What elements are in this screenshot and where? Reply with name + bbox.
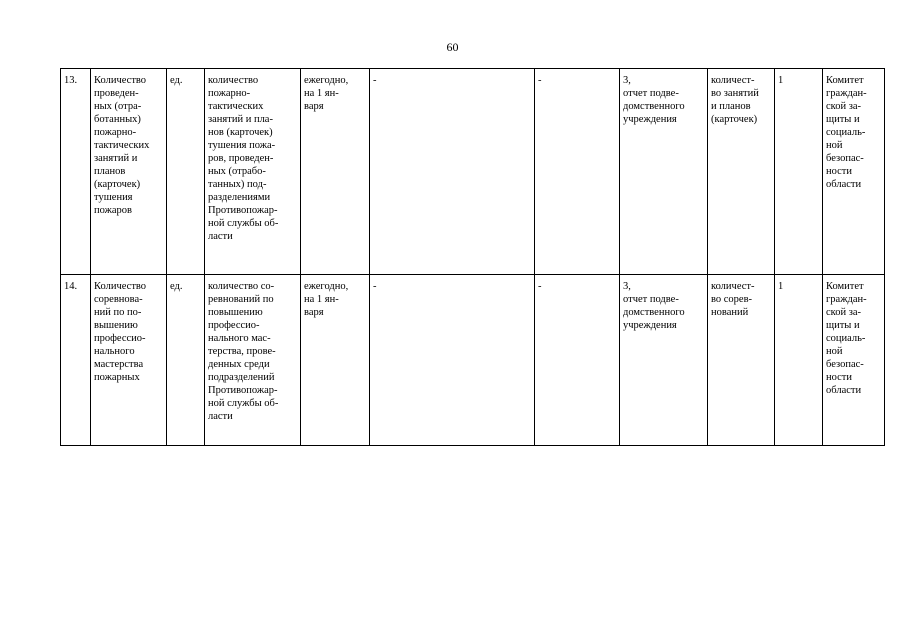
row-number-cell: 13.	[61, 69, 91, 275]
source-cell: 3, отчет подве- домственного учреждения	[620, 69, 708, 275]
page-number: 60	[446, 40, 459, 54]
table-row	[61, 275, 885, 446]
row-number-cell: 14.	[61, 275, 91, 446]
source-cell: 3, отчет подве- домственного учреждения	[620, 275, 708, 446]
collection-method-cell: 1	[775, 69, 823, 275]
basic-indicators-cell: -	[535, 69, 620, 275]
data-unit-cell: количест- во сорев- нований	[708, 275, 775, 446]
responsible-cell: Комитет граждан- ской за- щиты и социаль- ной безопас- ности области	[823, 275, 885, 446]
indicator-name-cell: Количество проведен- ных (отра- ботанных) пожарно- тактических занятий и планов (карточек) тушения пожаров	[91, 69, 167, 275]
formula-cell: -	[370, 275, 535, 446]
basic-indicators-cell: -	[535, 275, 620, 446]
formula-cell: -	[370, 69, 535, 275]
collection-method-cell: 1	[775, 275, 823, 446]
indicators-table	[60, 68, 885, 446]
unit-cell: ед.	[167, 275, 205, 446]
definition-cell: количество со- ревнований по повышению профессио- нального мас- терства, прове- денных среди подразделений Противопожар- ной службы об- ласти	[205, 275, 301, 446]
indicator-name-cell: Количество соревнова- ний по по- вышению профессио- нального мастерства пожарных	[91, 275, 167, 446]
definition-cell: количество пожарно- тактических занятий и пла- нов (карточек) тушения пожа- ров, проведен- ных (отрабо- танных) под- разделениями Противопожар- ной службы об- ласти	[205, 69, 301, 275]
data-unit-cell: количест- во занятий и планов (карточек)	[708, 69, 775, 275]
unit-cell: ед.	[167, 69, 205, 275]
periodicity-cell: ежегодно, на 1 ян- варя	[301, 69, 370, 275]
table-row	[61, 69, 885, 275]
periodicity-cell: ежегодно, на 1 ян- варя	[301, 275, 370, 446]
responsible-cell: Комитет граждан- ской за- щиты и социаль- ной безопас- ности области	[823, 69, 885, 275]
